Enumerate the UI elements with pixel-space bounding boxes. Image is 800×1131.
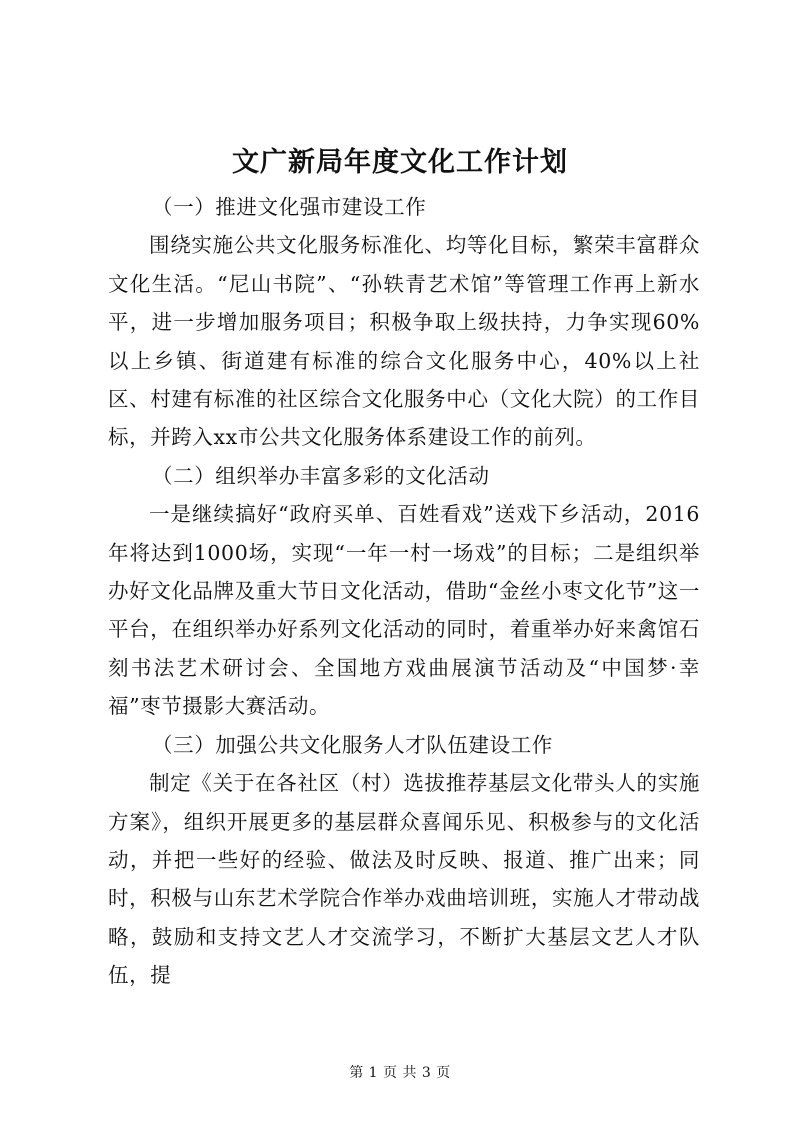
page-number-footer: 第 1 页 共 3 页 — [349, 1065, 451, 1081]
section-heading-1: （一）推进文化强市建设工作 — [152, 195, 427, 219]
section-paragraph-3: 制定《关于在各社区（村）选拔推荐基层文化带头人的实施方案》，组织开展更多的基层群众喜闻乐见、积极参与的文化活动，并把一些好的经验、做法及时反映、报道、推广出来；同时，积极与山东艺术学院合作举办戏曲培训班，实施人才带动战略，鼓励和支持文艺人才交流学习，不断扩大基层文艺人才队伍，提 — [108, 771, 700, 988]
page-title: 文广新局年度文化工作计划 — [232, 147, 568, 178]
document-body — [108, 188, 700, 995]
section-paragraph-2: 一是继续搞好“政府买单、百姓看戏”送戏下乡活动，2016年将达到1000场，实现“一年一村一场戏”的目标；二是组织举办好文化品牌及重大节日文化活动，借助“金丝小枣文化节”这一平台，在组织举办好系列文化活动的同时，着重举办好来禽馆石刻书法艺术研讨会、全国地方戏曲展演节活动及“中国梦·幸福”枣节摄影大赛活动。 — [108, 502, 700, 719]
section-heading-2: （二）组织举办丰富多彩的文化活动 — [152, 463, 490, 488]
section-paragraph-1: 围绕实施公共文化服务标准化、均等化目标，繁荣丰富群众文化生活。“尼山书院”、“孙轶青艺术馆”等管理工作再上新水平，进一步增加服务项目；积极争取上级扶持，力争实现60%以上乡镇、街道建有标准的综合文化服务中心，40%以上社区、村建有标准的社区综合文化服务中心（文化大院）的工作目标，并跨入xx市公共文化服务体系建设工作的前列。 — [108, 233, 700, 450]
section-heading-3: （三）加强公共文化服务人才队伍建设工作 — [152, 732, 553, 757]
